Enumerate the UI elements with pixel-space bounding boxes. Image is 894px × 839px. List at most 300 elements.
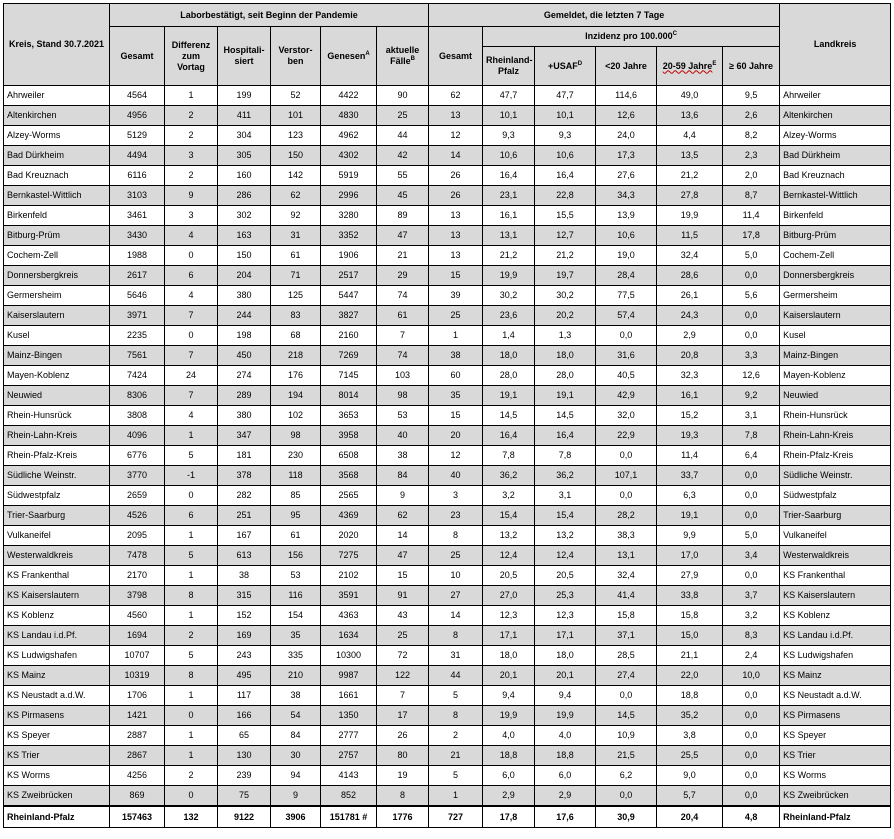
cell-hospitalisiert: 199 [218,86,271,106]
cell-inzidenz-ab60: 0,0 [723,686,780,706]
cell-differenz: 6 [165,266,218,286]
cell-landkreis: Vulkaneifel [780,526,891,546]
cell-inzidenz-20-59: 9,9 [657,526,723,546]
cell-verstorben: 116 [271,586,321,606]
header-verstorben: Verstor-ben [271,27,321,86]
cell-differenz: -1 [165,466,218,486]
cell-genesen: 3958 [321,426,377,446]
cell-gesamt: 4564 [110,86,165,106]
cell-kreis: Rhein-Pfalz-Kreis [4,446,110,466]
cell-inzidenz-ab60: 8,3 [723,626,780,646]
cell-gesamt-7-tage: 20 [429,426,483,446]
cell-inzidenz-rlp: 12,3 [483,606,535,626]
cell-landkreis: Alzey-Worms [780,126,891,146]
table-row [4,186,891,206]
cell-kreis: Alzey-Worms [4,126,110,146]
cell-inzidenz-ab60: 12,6 [723,366,780,386]
cell-verstorben: 123 [271,126,321,146]
table-row [4,426,891,446]
cell-inzidenz-usaf: 12,3 [535,606,596,626]
cell-landkreis: Südliche Weinstr. [780,466,891,486]
cell-inzidenz-ab60: 9,5 [723,86,780,106]
cell-inzidenz-ab60: 2,0 [723,166,780,186]
table-row [4,726,891,746]
cell-inzidenz-u20: 0,0 [596,326,657,346]
cell-gesamt: 7561 [110,346,165,366]
cell-differenz: 3 [165,206,218,226]
cell-inzidenz-usaf: 20,2 [535,306,596,326]
cell-gesamt-7-tage: 44 [429,666,483,686]
cell-inzidenz-20-59: 27,8 [657,186,723,206]
cell-landkreis: Kusel [780,326,891,346]
cell-kreis: Bad Dürkheim [4,146,110,166]
cell-gesamt-7-tage: 12 [429,446,483,466]
cell-gesamt-7-tage: 727 [429,806,483,828]
cell-inzidenz-20-59: 21,2 [657,166,723,186]
header-20-59: 20-59 Jahre$^E$ [657,47,723,86]
cell-genesen: 1906 [321,246,377,266]
cell-kreis: Mayen-Koblenz [4,366,110,386]
cell-kreis: Westerwaldkreis [4,546,110,566]
cell-inzidenz-20-59: 6,3 [657,486,723,506]
cell-genesen: 10300 [321,646,377,666]
cell-genesen: 4830 [321,106,377,126]
table-row [4,506,891,526]
cell-verstorben: 230 [271,446,321,466]
cell-genesen: 7269 [321,346,377,366]
cell-verstorben: 335 [271,646,321,666]
cell-differenz: 1 [165,746,218,766]
cell-verstorben: 218 [271,346,321,366]
cell-gesamt: 7478 [110,546,165,566]
cell-inzidenz-ab60: 0,0 [723,326,780,346]
cell-landkreis: KS Speyer [780,726,891,746]
cell-inzidenz-rlp: 20,1 [483,666,535,686]
cell-inzidenz-ab60: 8,2 [723,126,780,146]
cell-hospitalisiert: 305 [218,146,271,166]
cell-inzidenz-usaf: 22,8 [535,186,596,206]
cell-aktuelle-faelle: 98 [377,386,429,406]
cell-inzidenz-usaf: 17,1 [535,626,596,646]
cell-gesamt: 1988 [110,246,165,266]
cell-inzidenz-20-59: 35,2 [657,706,723,726]
cell-hospitalisiert: 274 [218,366,271,386]
cell-inzidenz-usaf: 19,9 [535,706,596,726]
cell-gesamt: 1694 [110,626,165,646]
table-row [4,626,891,646]
cell-inzidenz-u20: 24,0 [596,126,657,146]
cell-genesen: 3280 [321,206,377,226]
table-row [4,246,891,266]
cell-inzidenz-rlp: 19,9 [483,266,535,286]
table-row [4,786,891,807]
cell-aktuelle-faelle: 44 [377,126,429,146]
cell-verstorben: 194 [271,386,321,406]
cell-inzidenz-ab60: 10,0 [723,666,780,686]
cell-inzidenz-20-59: 9,0 [657,766,723,786]
cell-gesamt: 869 [110,786,165,807]
cell-gesamt: 3770 [110,466,165,486]
cell-hospitalisiert: 251 [218,506,271,526]
cell-gesamt-7-tage: 60 [429,366,483,386]
cell-landkreis: Mainz-Bingen [780,346,891,366]
cell-inzidenz-rlp: 7,8 [483,446,535,466]
cell-landkreis: Südwestpfalz [780,486,891,506]
cell-genesen: 1350 [321,706,377,726]
cell-inzidenz-20-59: 13,6 [657,106,723,126]
cell-hospitalisiert: 65 [218,726,271,746]
cell-gesamt-7-tage: 25 [429,306,483,326]
cell-aktuelle-faelle: 55 [377,166,429,186]
cell-verstorben: 53 [271,566,321,586]
cell-genesen: 4363 [321,606,377,626]
cell-inzidenz-20-59: 26,1 [657,286,723,306]
cell-genesen: 7145 [321,366,377,386]
header-kreis-stand: Kreis, Stand 30.7.2021 [4,4,110,86]
cell-hospitalisiert: 167 [218,526,271,546]
cell-genesen: 1634 [321,626,377,646]
cell-inzidenz-rlp: 20,5 [483,566,535,586]
cell-hospitalisiert: 163 [218,226,271,246]
cell-inzidenz-u20: 10,9 [596,726,657,746]
cell-inzidenz-ab60: 2,6 [723,106,780,126]
cell-inzidenz-u20: 19,0 [596,246,657,266]
cell-hospitalisiert: 239 [218,766,271,786]
cell-verstorben: 95 [271,506,321,526]
cell-gesamt: 157463 [110,806,165,828]
cell-inzidenz-usaf: 36,2 [535,466,596,486]
cell-inzidenz-u20: 42,9 [596,386,657,406]
cell-verstorben: 101 [271,106,321,126]
cell-gesamt: 3971 [110,306,165,326]
table-row [4,466,891,486]
cell-inzidenz-ab60: 5,0 [723,526,780,546]
table-row [4,486,891,506]
cell-genesen: 2102 [321,566,377,586]
cell-inzidenz-rlp: 13,1 [483,226,535,246]
table-row [4,406,891,426]
cell-differenz: 1 [165,526,218,546]
cell-inzidenz-20-59: 28,6 [657,266,723,286]
cell-aktuelle-faelle: 17 [377,706,429,726]
cell-gesamt: 4526 [110,506,165,526]
cell-gesamt-7-tage: 10 [429,566,483,586]
cell-inzidenz-rlp: 19,1 [483,386,535,406]
cell-inzidenz-rlp: 13,2 [483,526,535,546]
cell-aktuelle-faelle: 84 [377,466,429,486]
cell-gesamt: 5646 [110,286,165,306]
cell-inzidenz-u20: 30,9 [596,806,657,828]
cell-aktuelle-faelle: 122 [377,666,429,686]
cell-kreis: KS Speyer [4,726,110,746]
table-row [4,386,891,406]
cell-landkreis: Bitburg-Prüm [780,226,891,246]
cell-differenz: 0 [165,486,218,506]
cell-inzidenz-20-59: 22,0 [657,666,723,686]
cell-gesamt: 4256 [110,766,165,786]
cell-inzidenz-rlp: 10,1 [483,106,535,126]
cell-differenz: 5 [165,546,218,566]
cell-inzidenz-u20: 13,1 [596,546,657,566]
cell-gesamt-7-tage: 62 [429,86,483,106]
table-row [4,566,891,586]
cell-verstorben: 61 [271,246,321,266]
cell-inzidenz-rlp: 16,1 [483,206,535,226]
cell-gesamt-7-tage: 2 [429,726,483,746]
cell-gesamt-7-tage: 14 [429,606,483,626]
cell-inzidenz-usaf: 12,4 [535,546,596,566]
cell-verstorben: 102 [271,406,321,426]
cell-inzidenz-20-59: 32,3 [657,366,723,386]
header-aktuelle-faelle: aktuelle Fälle$^B$ [377,27,429,86]
cell-aktuelle-faelle: 15 [377,566,429,586]
cell-landkreis: Rhein-Lahn-Kreis [780,426,891,446]
cell-kreis: KS Trier [4,746,110,766]
cell-differenz: 1 [165,86,218,106]
cell-genesen: 4143 [321,766,377,786]
cell-gesamt: 3798 [110,586,165,606]
cell-gesamt: 4494 [110,146,165,166]
cell-inzidenz-rlp: 19,9 [483,706,535,726]
cell-landkreis: KS Landau i.d.Pf. [780,626,891,646]
cell-differenz: 4 [165,406,218,426]
cell-inzidenz-rlp: 21,2 [483,246,535,266]
cell-kreis: Cochem-Zell [4,246,110,266]
table-row [4,286,891,306]
cell-aktuelle-faelle: 7 [377,326,429,346]
cell-inzidenz-rlp: 6,0 [483,766,535,786]
cell-inzidenz-ab60: 5,0 [723,246,780,266]
cell-differenz: 2 [165,106,218,126]
cell-genesen: 2565 [321,486,377,506]
cell-landkreis: KS Frankenthal [780,566,891,586]
cell-inzidenz-ab60: 2,3 [723,146,780,166]
cell-differenz: 2 [165,126,218,146]
cell-inzidenz-usaf: 10,1 [535,106,596,126]
cell-hospitalisiert: 282 [218,486,271,506]
header-hospitalisiert: Hospitali-siert [218,27,271,86]
cell-differenz: 8 [165,666,218,686]
cell-inzidenz-ab60: 3,7 [723,586,780,606]
cell-differenz: 1 [165,726,218,746]
cell-gesamt: 4560 [110,606,165,626]
cell-differenz: 2 [165,766,218,786]
cell-landkreis: Trier-Saarburg [780,506,891,526]
table-row [4,666,891,686]
cell-inzidenz-u20: 37,1 [596,626,657,646]
cell-inzidenz-usaf: 30,2 [535,286,596,306]
cell-landkreis: Rhein-Pfalz-Kreis [780,446,891,466]
cell-inzidenz-ab60: 0,0 [723,786,780,807]
cell-aktuelle-faelle: 89 [377,206,429,226]
cell-verstorben: 31 [271,226,321,246]
cell-differenz: 2 [165,166,218,186]
cell-inzidenz-usaf: 9,4 [535,686,596,706]
cell-inzidenz-usaf: 28,0 [535,366,596,386]
total-row [4,806,891,828]
cell-gesamt: 6776 [110,446,165,466]
cell-inzidenz-20-59: 24,3 [657,306,723,326]
cell-inzidenz-20-59: 20,8 [657,346,723,366]
cell-kreis: KS Zweibrücken [4,786,110,807]
cell-gesamt: 5129 [110,126,165,146]
cell-aktuelle-faelle: 8 [377,786,429,807]
cell-inzidenz-rlp: 12,4 [483,546,535,566]
cell-hospitalisiert: 347 [218,426,271,446]
cell-inzidenz-usaf: 21,2 [535,246,596,266]
cell-landkreis: Altenkirchen [780,106,891,126]
cell-inzidenz-20-59: 13,5 [657,146,723,166]
cell-differenz: 7 [165,386,218,406]
cell-genesen: 4962 [321,126,377,146]
cell-inzidenz-rlp: 9,3 [483,126,535,146]
cell-hospitalisiert: 315 [218,586,271,606]
cell-kreis: Bad Kreuznach [4,166,110,186]
cell-verstorben: 94 [271,766,321,786]
cell-hospitalisiert: 9122 [218,806,271,828]
cell-inzidenz-ab60: 2,4 [723,646,780,666]
header-gemeldet-group: Gemeldet, die letzten 7 Tage [429,4,780,27]
cell-inzidenz-u20: 27,4 [596,666,657,686]
cell-inzidenz-u20: 0,0 [596,686,657,706]
cell-verstorben: 125 [271,286,321,306]
cell-aktuelle-faelle: 90 [377,86,429,106]
cell-inzidenz-ab60: 17,8 [723,226,780,246]
cell-inzidenz-usaf: 17,6 [535,806,596,828]
cell-differenz: 7 [165,346,218,366]
cell-genesen: 1661 [321,686,377,706]
cell-landkreis: Rhein-Hunsrück [780,406,891,426]
cell-aktuelle-faelle: 43 [377,606,429,626]
cell-genesen: 3591 [321,586,377,606]
cell-inzidenz-rlp: 23,1 [483,186,535,206]
cell-inzidenz-u20: 28,5 [596,646,657,666]
cell-differenz: 7 [165,306,218,326]
cell-inzidenz-20-59: 15,8 [657,606,723,626]
cell-inzidenz-u20: 41,4 [596,586,657,606]
cell-gesamt-7-tage: 14 [429,146,483,166]
table-row [4,586,891,606]
cell-verstorben: 210 [271,666,321,686]
cell-inzidenz-u20: 28,4 [596,266,657,286]
cell-kreis: Südwestpfalz [4,486,110,506]
cell-landkreis: Kaiserslautern [780,306,891,326]
table-row [4,546,891,566]
cell-verstorben: 98 [271,426,321,446]
cell-differenz: 4 [165,226,218,246]
cell-aktuelle-faelle: 91 [377,586,429,606]
cell-hospitalisiert: 411 [218,106,271,126]
header-landkreis: Landkreis [780,4,891,86]
cell-genesen: 2777 [321,726,377,746]
cell-inzidenz-usaf: 14,5 [535,406,596,426]
header-u20: <20 Jahre [596,47,657,86]
cell-aktuelle-faelle: 19 [377,766,429,786]
cell-inzidenz-ab60: 0,0 [723,706,780,726]
cell-differenz: 1 [165,566,218,586]
cell-hospitalisiert: 304 [218,126,271,146]
cell-differenz: 6 [165,506,218,526]
cell-hospitalisiert: 198 [218,326,271,346]
cell-inzidenz-u20: 0,0 [596,786,657,807]
cell-inzidenz-20-59: 21,1 [657,646,723,666]
cell-kreis: KS Kaiserslautern [4,586,110,606]
cell-verstorben: 38 [271,686,321,706]
cell-hospitalisiert: 450 [218,346,271,366]
cell-inzidenz-ab60: 3,3 [723,346,780,366]
cell-inzidenz-u20: 34,3 [596,186,657,206]
cell-aktuelle-faelle: 61 [377,306,429,326]
cell-landkreis: Westerwaldkreis [780,546,891,566]
cell-landkreis: KS Kaiserslautern [780,586,891,606]
cell-inzidenz-usaf: 20,5 [535,566,596,586]
cell-differenz: 8 [165,586,218,606]
cell-inzidenz-u20: 77,5 [596,286,657,306]
table-body [4,86,891,828]
header-genesen: Genesen$^A$ [321,27,377,86]
table-row [4,606,891,626]
cell-inzidenz-usaf: 18,0 [535,646,596,666]
cell-gesamt: 10707 [110,646,165,666]
cell-differenz: 0 [165,246,218,266]
cell-kreis: Bernkastel-Wittlich [4,186,110,206]
cell-hospitalisiert: 169 [218,626,271,646]
cell-inzidenz-u20: 38,3 [596,526,657,546]
cell-differenz: 1 [165,606,218,626]
cell-aktuelle-faelle: 29 [377,266,429,286]
cell-landkreis: Mayen-Koblenz [780,366,891,386]
table-row [4,326,891,346]
cell-inzidenz-usaf: 25,3 [535,586,596,606]
cell-inzidenz-rlp: 10,6 [483,146,535,166]
table-row [4,166,891,186]
cell-genesen: 3568 [321,466,377,486]
cell-gesamt-7-tage: 8 [429,626,483,646]
cell-inzidenz-usaf: 13,2 [535,526,596,546]
cell-hospitalisiert: 243 [218,646,271,666]
cell-inzidenz-ab60: 7,8 [723,426,780,446]
cell-gesamt: 2235 [110,326,165,346]
cell-inzidenz-ab60: 0,0 [723,746,780,766]
corona-stats-table [3,3,891,828]
cell-inzidenz-rlp: 16,4 [483,166,535,186]
cell-inzidenz-u20: 32,0 [596,406,657,426]
cell-aktuelle-faelle: 45 [377,186,429,206]
cell-gesamt: 7424 [110,366,165,386]
cell-verstorben: 71 [271,266,321,286]
header-usaf: $+USAF^D$ [535,47,596,86]
cell-verstorben: 9 [271,786,321,807]
cell-landkreis: KS Trier [780,746,891,766]
cell-inzidenz-rlp: 23,6 [483,306,535,326]
cell-aktuelle-faelle: 80 [377,746,429,766]
cell-gesamt-7-tage: 13 [429,206,483,226]
cell-verstorben: 61 [271,526,321,546]
header-gesamt-7-tage: Gesamt [429,27,483,86]
cell-differenz: 0 [165,786,218,807]
header-ab60: ≥ 60 Jahre [723,47,780,86]
cell-genesen: 151781 # [321,806,377,828]
cell-inzidenz-u20: 107,1 [596,466,657,486]
cell-genesen: 3827 [321,306,377,326]
table-row [4,146,891,166]
cell-inzidenz-ab60: 0,0 [723,466,780,486]
cell-hospitalisiert: 166 [218,706,271,726]
cell-gesamt: 1706 [110,686,165,706]
cell-aktuelle-faelle: 9 [377,486,429,506]
cell-gesamt: 2170 [110,566,165,586]
cell-verstorben: 142 [271,166,321,186]
